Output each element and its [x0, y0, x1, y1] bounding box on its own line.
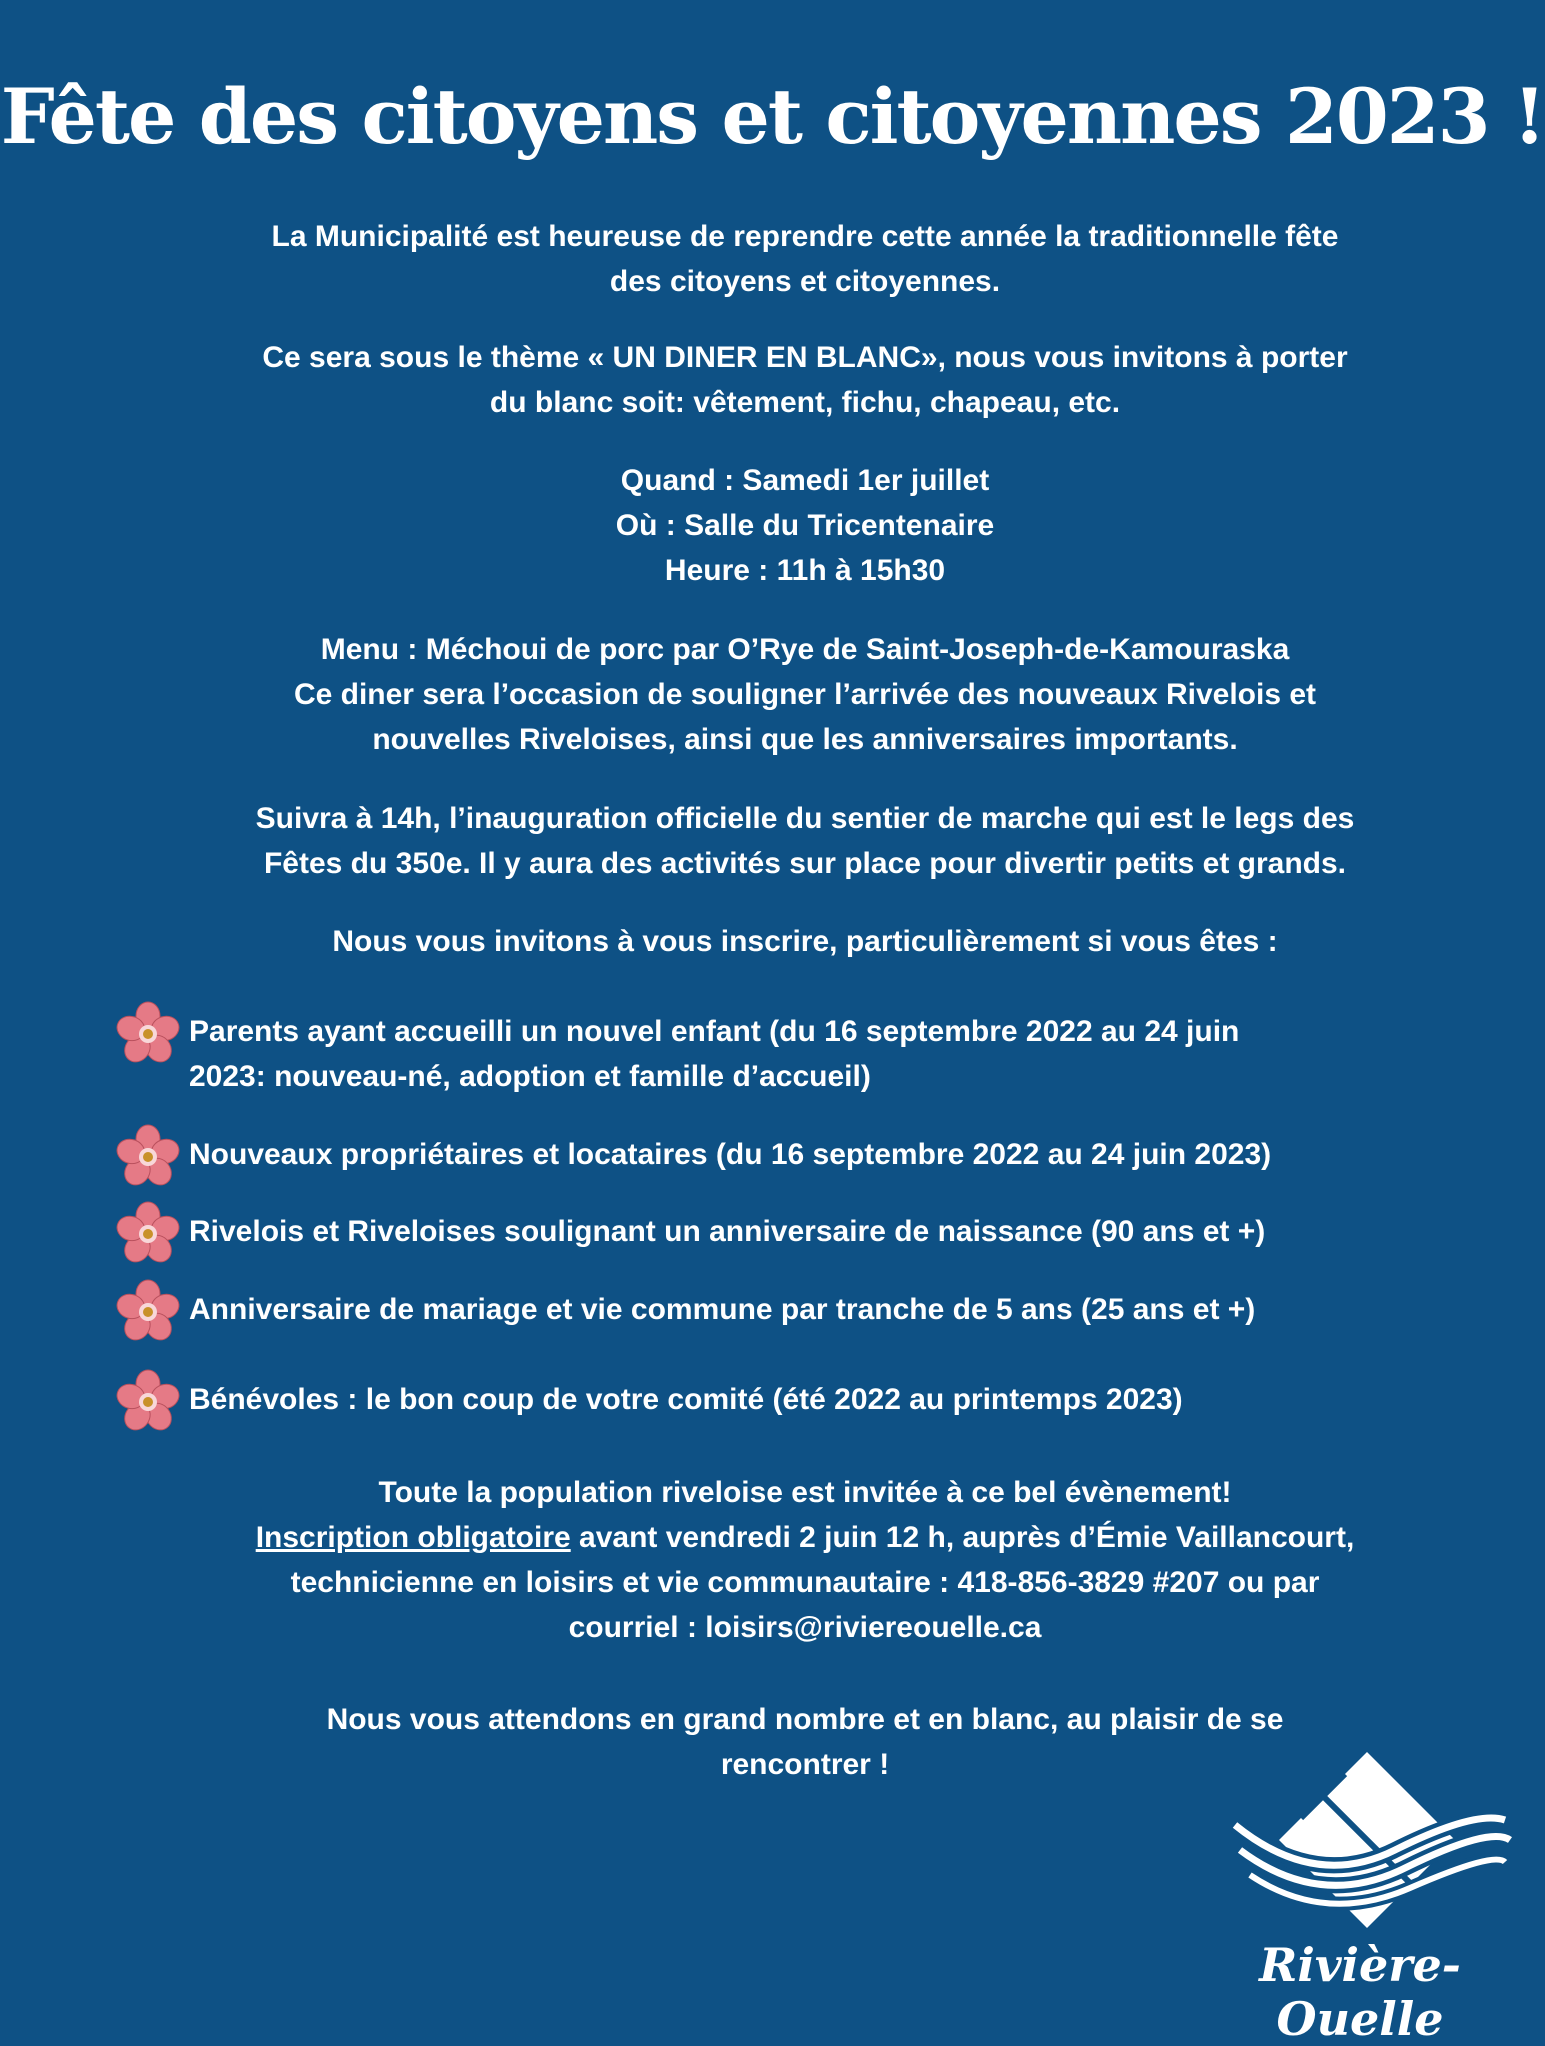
- inauguration-paragraph: [160, 796, 1450, 886]
- list-item: [115, 1377, 1445, 1435]
- list-item: [115, 1209, 1445, 1267]
- logo-name: Rivière-Ouelle: [1259, 1938, 1461, 2046]
- menu-paragraph: [160, 627, 1450, 762]
- registration-required: Inscription obligatoire: [255, 1521, 571, 1554]
- detail-where: Où : Salle du Tricentenaire: [615, 509, 995, 542]
- registration-line: technicienne en loisirs et vie communautaire : 418-856-3829 #207 ou par: [290, 1566, 1320, 1599]
- list-item-text: Anniversaire de mariage et vie commune par tranche de 5 ans (25 ans et +): [189, 1293, 1256, 1326]
- registration-line: [160, 1515, 1450, 1560]
- detail-when: Quand : Samedi 1er juillet: [620, 464, 990, 497]
- list-item: [115, 1132, 1445, 1190]
- list-item: [115, 1009, 1445, 1099]
- detail-time: Heure : 11h à 15h30: [664, 554, 946, 587]
- list-item-text: Bénévoles : le bon coup de votre comité (été 2022 au printemps 2023): [189, 1383, 1183, 1416]
- flower-icon: [115, 1201, 181, 1267]
- intro-line: des citoyens et citoyennes.: [609, 265, 1001, 298]
- registration-details: avant vendredi 2 juin 12 h, auprès d’Émie Vaillancourt,: [570, 1521, 1355, 1554]
- theme-line: Ce sera sous le thème « UN DINER EN BLANC», nous vous invitons à porter: [262, 341, 1348, 374]
- theme-paragraph: [160, 335, 1450, 425]
- closing-line: Nous vous attendons en grand nombre et en blanc, au plaisir de se: [326, 1703, 1284, 1736]
- invite-line: Nous vous invitons à vous inscrire, particulièrement si vous êtes :: [332, 925, 1278, 958]
- flower-icon: [115, 1279, 181, 1345]
- registration-line: courriel : loisirs@riviereouelle.ca: [568, 1611, 1042, 1644]
- registration-line: Toute la population riveloise est invitée à ce bel évènement!: [378, 1476, 1232, 1509]
- registration-paragraph: [160, 1470, 1450, 1650]
- invite-paragraph: [160, 919, 1450, 964]
- theme-line: du blanc soit: vêtement, fichu, chapeau, etc.: [489, 386, 1121, 419]
- closing-line: rencontrer !: [720, 1748, 890, 1781]
- menu-line: Menu : Méchoui de porc par O’Rye de Saint-Joseph-de-Kamouraska: [320, 633, 1290, 666]
- inauguration-line: Fêtes du 350e. Il y aura des activités sur place pour divertir petits et grands.: [263, 847, 1347, 880]
- list-item-text: Rivelois et Riveloises soulignant un anniversaire de naissance (90 ans et +): [189, 1215, 1266, 1248]
- flower-icon: [115, 1369, 181, 1435]
- list-item-text: Nouveaux propriétaires et locataires (du 16 septembre 2022 au 24 juin 2023): [189, 1138, 1272, 1171]
- intro-line: La Municipalité est heureuse de reprendre cette année la traditionnelle fête: [271, 220, 1339, 253]
- flower-icon: [115, 1124, 181, 1190]
- list-item-text: 2023: nouveau-né, adoption et famille d’accueil): [189, 1060, 871, 1093]
- event-details: [160, 458, 1450, 593]
- page-title: Fête des citoyens et citoyennes 2023 !: [0, 72, 1545, 161]
- flower-icon: [115, 1001, 181, 1067]
- intro-paragraph: [160, 214, 1450, 304]
- list-item: [115, 1287, 1445, 1345]
- list-item-text: Parents ayant accueilli un nouvel enfant (du 16 septembre 2022 au 24 juin: [189, 1015, 1240, 1048]
- inauguration-line: Suivra à 14h, l’inauguration officielle du sentier de marche qui est le legs des: [255, 802, 1355, 835]
- menu-line: nouvelles Riveloises, ainsi que les anniversaires importants.: [372, 723, 1238, 756]
- menu-line: Ce diner sera l’occasion de souligner l’arrivée des nouveaux Rivelois et: [293, 678, 1317, 711]
